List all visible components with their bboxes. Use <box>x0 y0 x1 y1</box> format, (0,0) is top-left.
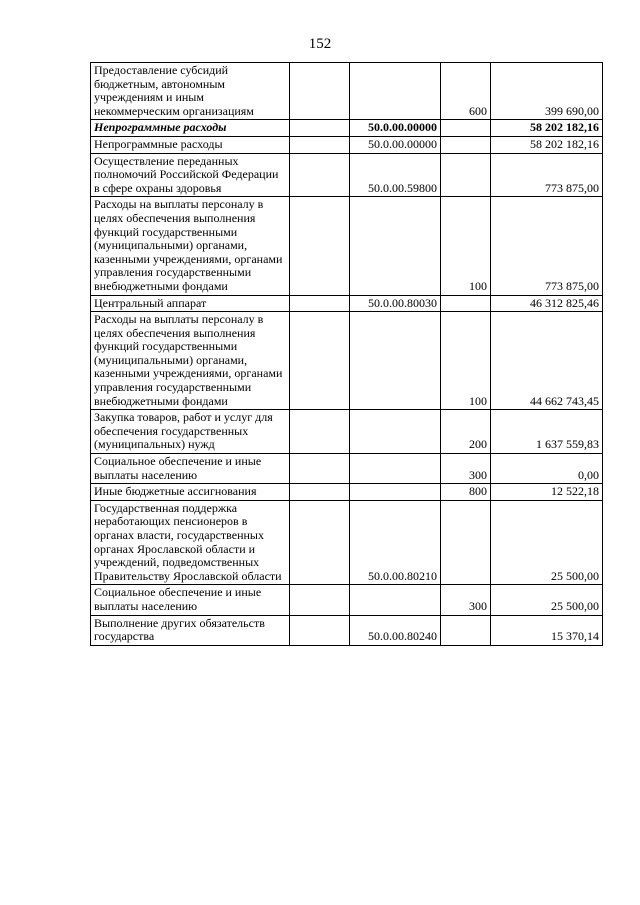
row-expense-type <box>441 615 491 645</box>
row-expense-type: 100 <box>441 197 491 295</box>
row-code <box>350 585 441 615</box>
row-name: Предоставление субсидий бюджетным, автономным учреждениям и иным некоммерческим организациям <box>91 63 290 120</box>
row-name: Расходы на выплаты персоналу в целях обеспечения выполнения функций государственными (муниципальными) органами, казенными учреждениями, органами управления государственными внебюджетными фондами <box>91 312 290 410</box>
row-name: Осуществление переданных полномочий Российской Федерации в сфере охраны здоровья <box>91 153 290 197</box>
row-amount: 25 500,00 <box>491 500 603 585</box>
table-row <box>91 454 603 484</box>
page-number: 152 <box>308 36 332 52</box>
row-name: Непрограммные расходы <box>91 120 290 137</box>
row-empty-cell <box>290 585 350 615</box>
table-row <box>91 295 603 312</box>
row-name: Центральный аппарат <box>91 295 290 312</box>
row-code: 50.0.00.59800 <box>350 153 441 197</box>
row-expense-type: 600 <box>441 63 491 120</box>
table-row <box>91 484 603 501</box>
row-name: Иные бюджетные ассигнования <box>91 484 290 501</box>
row-code <box>350 454 441 484</box>
table-row <box>91 63 603 120</box>
row-code: 50.0.00.80210 <box>350 500 441 585</box>
row-expense-type: 800 <box>441 484 491 501</box>
row-amount: 44 662 743,45 <box>491 312 603 410</box>
row-name: Социальное обеспечение и иные выплаты населению <box>91 585 290 615</box>
table-row <box>91 120 603 137</box>
row-name: Непрограммные расходы <box>91 136 290 153</box>
row-amount: 58 202 182,16 <box>491 120 603 137</box>
row-empty-cell <box>290 136 350 153</box>
row-amount: 58 202 182,16 <box>491 136 603 153</box>
row-name: Выполнение других обязательств государства <box>91 615 290 645</box>
table-row <box>91 500 603 585</box>
row-amount: 15 370,14 <box>491 615 603 645</box>
row-expense-type: 300 <box>441 454 491 484</box>
row-code: 50.0.00.00000 <box>350 136 441 153</box>
row-code <box>350 63 441 120</box>
row-code <box>350 484 441 501</box>
row-amount: 773 875,00 <box>491 153 603 197</box>
row-expense-type <box>441 153 491 197</box>
row-amount: 1 637 559,83 <box>491 410 603 454</box>
row-empty-cell <box>290 312 350 410</box>
row-amount: 0,00 <box>491 454 603 484</box>
row-expense-type: 100 <box>441 312 491 410</box>
table-row <box>91 410 603 454</box>
row-expense-type: 200 <box>441 410 491 454</box>
budget-table <box>90 62 603 646</box>
row-empty-cell <box>290 120 350 137</box>
row-name: Государственная поддержка неработающих пенсионеров в органах власти, государственных органах Ярославской области и учреждений, подведомственных Правительству Ярославской области <box>91 500 290 585</box>
table-row <box>91 615 603 645</box>
row-name: Расходы на выплаты персоналу в целях обеспечения выполнения функций государственными (муниципальными) органами, казенными учреждениями, органами управления государственными внебюджетными фондами <box>91 197 290 295</box>
row-empty-cell <box>290 410 350 454</box>
row-empty-cell <box>290 500 350 585</box>
row-empty-cell <box>290 153 350 197</box>
row-amount: 25 500,00 <box>491 585 603 615</box>
row-code <box>350 197 441 295</box>
row-empty-cell <box>290 295 350 312</box>
row-expense-type <box>441 136 491 153</box>
row-amount: 773 875,00 <box>491 197 603 295</box>
budget-table-body <box>91 63 603 646</box>
row-code <box>350 410 441 454</box>
table-row <box>91 153 603 197</box>
row-name: Закупка товаров, работ и услуг для обеспечения государственных (муниципальных) нужд <box>91 410 290 454</box>
row-expense-type <box>441 500 491 585</box>
row-code: 50.0.00.80030 <box>350 295 441 312</box>
row-code: 50.0.00.00000 <box>350 120 441 137</box>
row-expense-type: 300 <box>441 585 491 615</box>
row-code: 50.0.00.80240 <box>350 615 441 645</box>
table-row <box>91 136 603 153</box>
row-name: Социальное обеспечение и иные выплаты населению <box>91 454 290 484</box>
row-empty-cell <box>290 615 350 645</box>
row-empty-cell <box>290 197 350 295</box>
table-row <box>91 585 603 615</box>
row-amount: 46 312 825,46 <box>491 295 603 312</box>
row-expense-type <box>441 295 491 312</box>
row-code <box>350 312 441 410</box>
row-empty-cell <box>290 454 350 484</box>
row-amount: 399 690,00 <box>491 63 603 120</box>
row-expense-type <box>441 120 491 137</box>
table-row <box>91 197 603 295</box>
row-amount: 12 522,18 <box>491 484 603 501</box>
table-row <box>91 312 603 410</box>
row-empty-cell <box>290 63 350 120</box>
row-empty-cell <box>290 484 350 501</box>
